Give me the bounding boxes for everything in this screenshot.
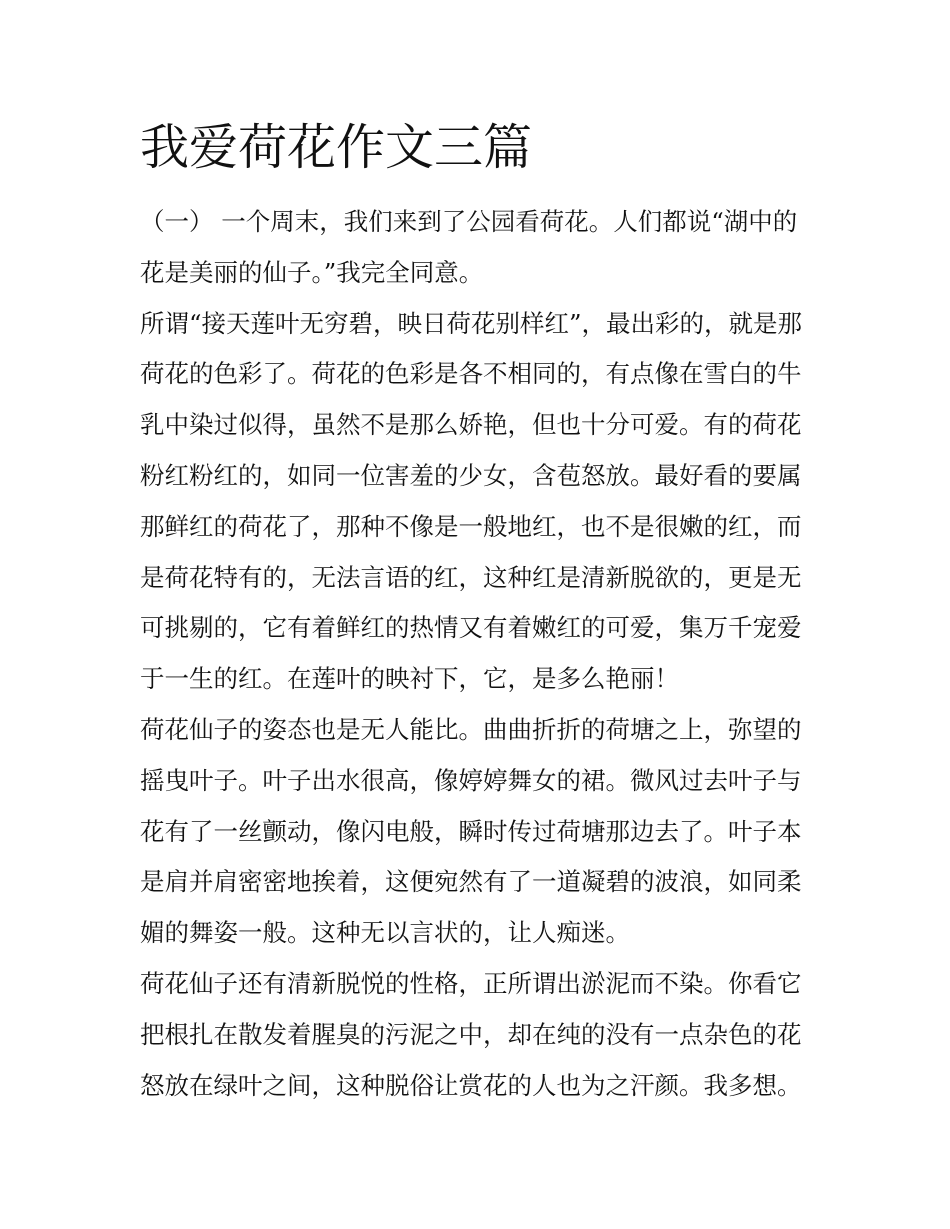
text-line: 可挑剔的，它有着鲜红的热情又有着嫩红的可爱，集万千宠爱	[140, 613, 802, 643]
text-line: 所谓“接天莲叶无穷碧，映日荷花别样红”，最出彩的，就是那	[140, 308, 803, 338]
text-line: （一） 一个周末，我们来到了公园看荷花。人们都说“湖中的	[140, 207, 798, 236]
document-title: 我爱荷花作文三篇	[140, 119, 533, 176]
text-line: 那鲜红的荷花了，那种不像是一般地红，也不是很嫩的红，而	[140, 511, 802, 541]
text-line: 于一生的红。在莲叶的映衬下，它，是多么艳丽！	[140, 664, 679, 694]
text-line: 荷花仙子的姿态也是无人能比。曲曲折折的荷塘之上，弥望的	[140, 714, 802, 744]
text-line: 乳中染过似得，虽然不是那么娇艳，但也十分可爱。有的荷花	[140, 410, 802, 440]
text-line: 花是美丽的仙子。”我完全同意。	[140, 257, 484, 287]
text-line: 荷花的色彩了。荷花的色彩是各不相同的，有点像在雪白的牛	[140, 359, 802, 389]
text-line: 荷花仙子还有清新脱悦的性格，正所谓出淤泥而不染。你看它	[140, 968, 802, 998]
text-line: 怒放在绿叶之间，这种脱俗让赏花的人也为之汗颜。我多想。	[140, 1070, 802, 1100]
document-body	[140, 197, 830, 1111]
text-line: 是肩并肩密密地挨着，这便宛然有了一道凝碧的波浪，如同柔	[140, 867, 802, 897]
text-line: 摇曳叶子。叶子出水很高，像婷婷舞女的裙。微风过去叶子与	[140, 765, 802, 795]
text-line: 是荷花特有的，无法言语的红，这种红是清新脱欲的，更是无	[140, 562, 802, 592]
text-line: 媚的舞姿一般。这种无以言状的，让人痴迷。	[140, 918, 630, 948]
text-line: 粉红粉红的，如同一位害羞的少女，含苞怒放。最好看的要属	[140, 460, 802, 490]
text-line: 花有了一丝颤动，像闪电般，瞬时传过荷塘那边去了。叶子本	[140, 816, 802, 846]
text-line: 把根扎在散发着腥臭的污泥之中，却在纯的没有一点杂色的花	[140, 1019, 802, 1049]
